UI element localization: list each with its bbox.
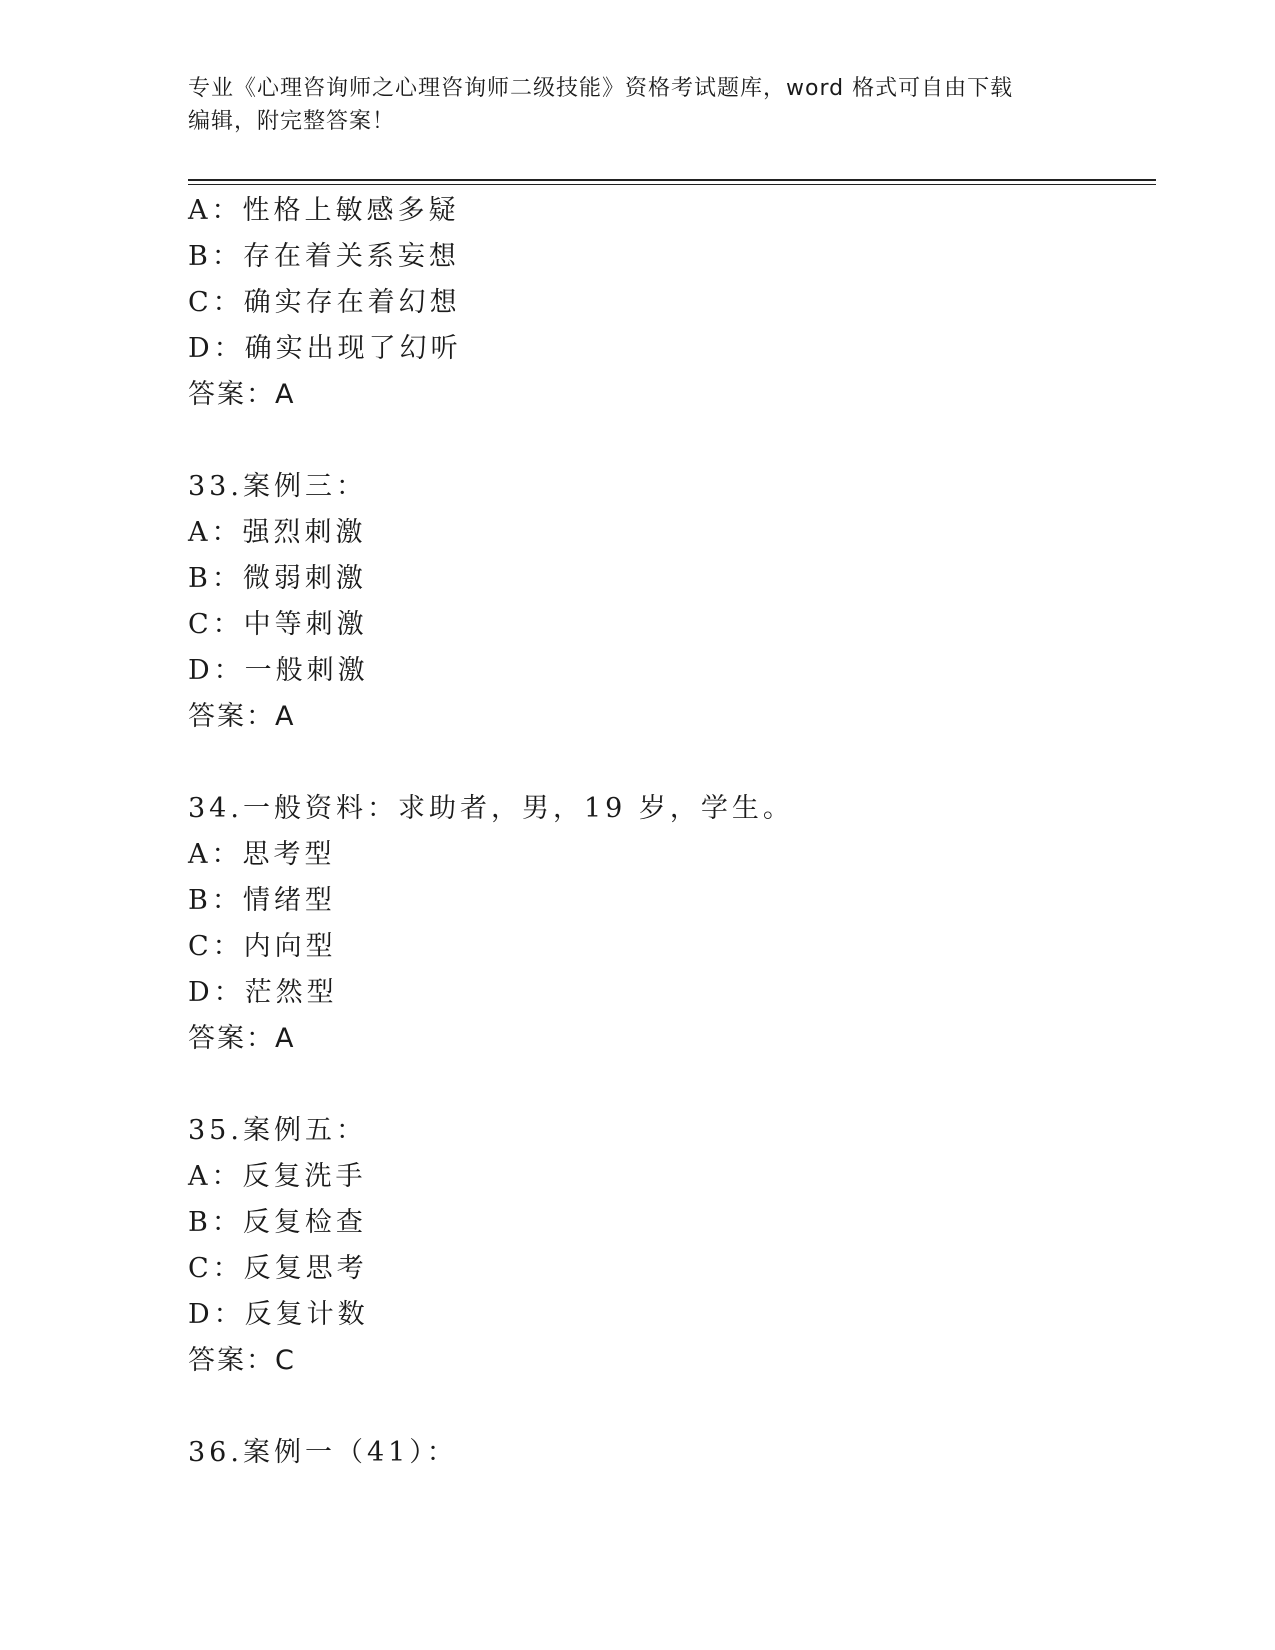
question-block-34	[188, 786, 1156, 1062]
option-d: D：确实出现了幻听	[188, 333, 462, 364]
document-header	[188, 72, 1088, 138]
spacer	[188, 740, 1156, 786]
question-title: 36.案例一（41）：	[188, 1437, 458, 1468]
answer-line: 答案：A	[188, 701, 296, 732]
question-block-36	[188, 1430, 1156, 1476]
option-c: C：中等刺激	[188, 609, 368, 640]
option-b: B：反复检查	[188, 1207, 367, 1238]
option-d: D：反复计数	[188, 1299, 369, 1330]
answer-line: 答案：C	[188, 1345, 296, 1376]
option-c: C：确实存在着幻想	[188, 287, 461, 318]
header-line-2: 编辑，附完整答案！	[188, 109, 396, 134]
question-block-35	[188, 1108, 1156, 1384]
header-rule-thin	[188, 184, 1156, 185]
question-list	[188, 188, 1156, 1476]
option-a: A：思考型	[188, 839, 336, 870]
option-a: A：强烈刺激	[188, 517, 367, 548]
option-b: B：存在着关系妄想	[188, 241, 460, 272]
spacer	[188, 1062, 1156, 1108]
option-c: C：内向型	[188, 931, 337, 962]
option-c: C：反复思考	[188, 1253, 368, 1284]
option-b: B：微弱刺激	[188, 563, 367, 594]
option-a: A：反复洗手	[188, 1161, 367, 1192]
answer-line: 答案：A	[188, 1023, 296, 1054]
option-d: D：茫然型	[188, 977, 338, 1008]
spacer	[188, 1384, 1156, 1430]
answer-line: 答案：A	[188, 379, 296, 410]
option-d: D：一般刺激	[188, 655, 369, 686]
spacer	[188, 418, 1156, 464]
question-title: 35.案例五：	[188, 1115, 367, 1146]
header-line-1: 专业《心理咨询师之心理咨询师二级技能》资格考试题库，word 格式可自由下载	[188, 76, 1014, 101]
question-title: 33.案例三：	[188, 471, 367, 502]
question-block-33	[188, 464, 1156, 740]
question-title: 34.一般资料：求助者，男，19 岁，学生。	[188, 793, 794, 824]
option-b: B：情绪型	[188, 885, 336, 916]
question-block-32	[188, 188, 1156, 418]
option-a: A：性格上敏感多疑	[188, 195, 460, 226]
header-rule-thick	[188, 179, 1156, 181]
